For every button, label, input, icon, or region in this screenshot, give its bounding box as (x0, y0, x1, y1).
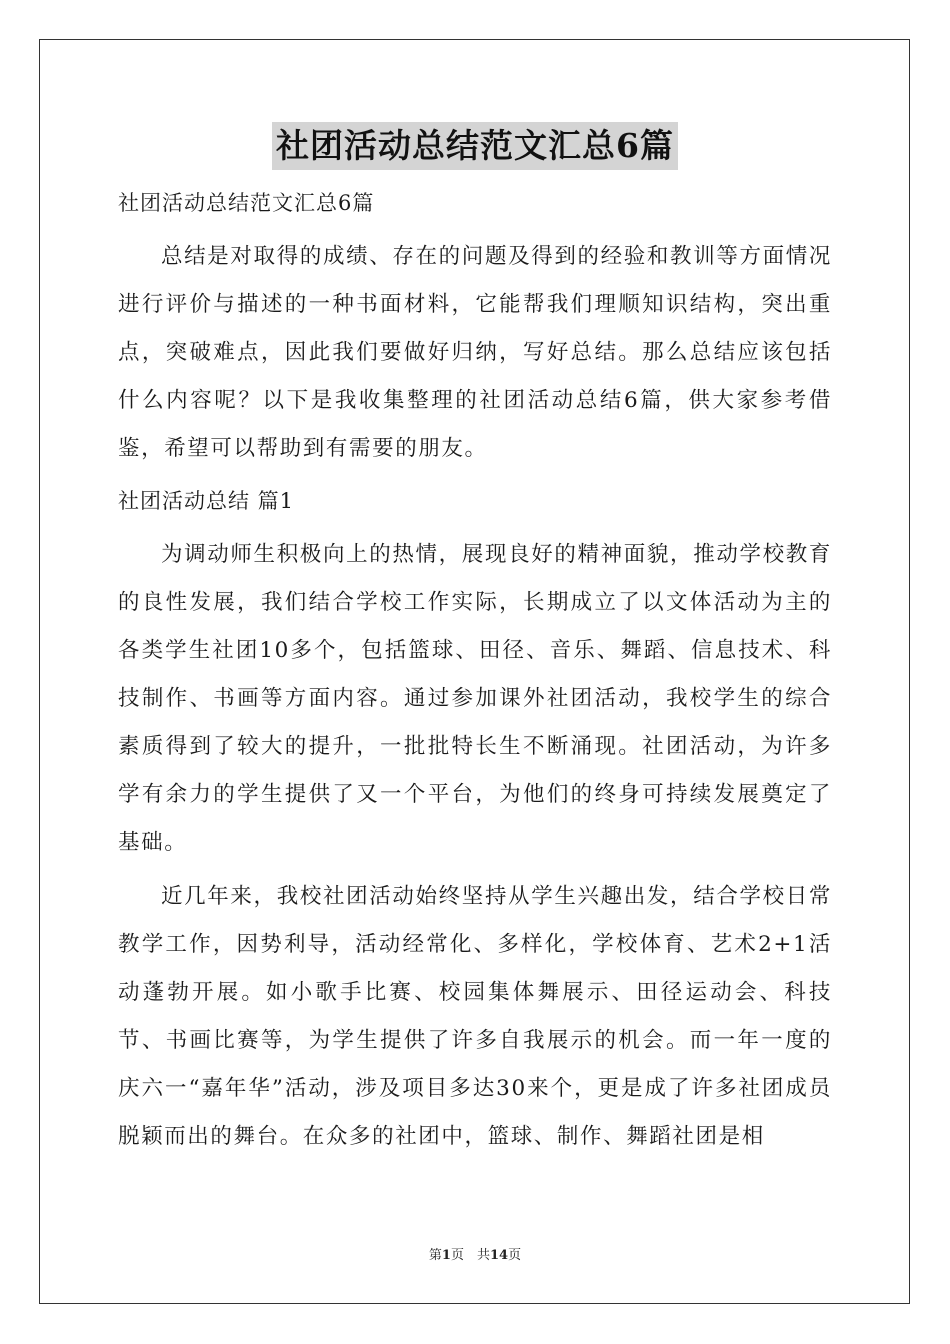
footer-total-pages: 14 (489, 1248, 509, 1263)
section-heading: 社团活动总结 篇1 (118, 489, 295, 513)
body-paragraph: 为调动师生积极向上的热情，展现良好的精神面貌，推动学校教育的良性发展，我们结合学校工作实际，长期成立了以文体活动为主的各类学生社团10多个，包括篮球、田径、音乐、舞蹈、信息技术、科技制作、书画等方面内容。通过参加课外社团活动，我校学生的综合素质得到了较大的提升，一批批特长生不断涌现。社团活动，为许多学有余力的学生提供了又一个平台，为他们的终身可持续发展奠定了基础。 (118, 542, 832, 855)
intro-paragraph: 总结是对取得的成绩、存在的问题及得到的经验和教训等方面情况进行评价与描述的一种书面材料，它能帮我们理顺知识结构，突出重点，突破难点，因此我们要做好归纳，写好总结。那么总结应该包括什么内容呢？以下是我收集整理的社团活动总结6篇，供大家参考借鉴，希望可以帮助到有需要的朋友。 (118, 244, 832, 461)
page-footer (0, 1244, 950, 1263)
title-area (0, 122, 950, 170)
footer-prefix: 第 (428, 1248, 442, 1263)
document-body (118, 179, 832, 1161)
footer-suffix: 页 (508, 1248, 522, 1263)
document-title: 社团活动总结范文汇总6篇 (272, 122, 678, 170)
document-subtitle: 社团活动总结范文汇总6篇 (118, 191, 375, 215)
footer-mid: 页 共 (450, 1248, 490, 1263)
body-paragraph: 近几年来，我校社团活动始终坚持从学生兴趣出发，结合学校日常教学工作，因势利导，活动经常化、多样化，学校体育、艺术2+1活动蓬勃开展。如小歌手比赛、校园集体舞展示、田径运动会、科技节、书画比赛等，为学生提供了许多自我展示的机会。而一年一度的庆六一“嘉年华”活动，涉及项目多达30来个，更是成了许多社团成员脱颖而出的舞台。在众多的社团中，篮球、制作、舞蹈社团是相 (118, 884, 832, 1149)
footer-page-number: 1 (441, 1248, 451, 1263)
